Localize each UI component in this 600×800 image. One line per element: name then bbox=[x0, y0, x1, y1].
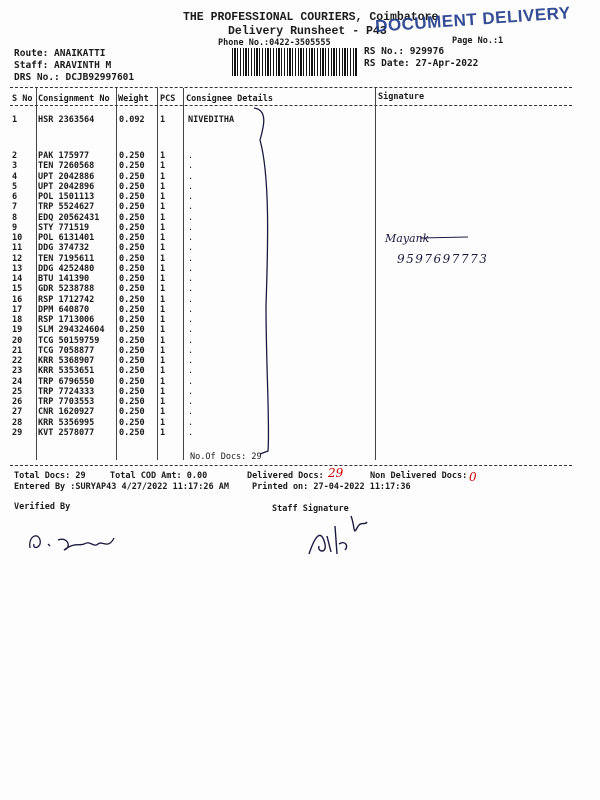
row-sno: 24 bbox=[12, 376, 23, 387]
barcode bbox=[232, 48, 358, 76]
row-sno: 19 bbox=[12, 325, 23, 336]
row-weight: 0.250 bbox=[119, 181, 145, 192]
row-consignee: . bbox=[188, 192, 194, 202]
row-weight: 0.250 bbox=[119, 263, 145, 274]
row-weight: 0.250 bbox=[119, 171, 145, 182]
row-consignee: . bbox=[188, 253, 194, 264]
row-consignment-no: TEN 7260568 bbox=[38, 161, 95, 172]
row-pcs: 1 bbox=[160, 386, 166, 397]
row-weight: 0.250 bbox=[119, 304, 145, 315]
row-sno: 11 bbox=[12, 243, 23, 254]
row-sno: 5 bbox=[12, 181, 18, 192]
row-consignment-no: KVT 2578077 bbox=[38, 427, 95, 438]
row-pcs: 1 bbox=[160, 222, 166, 233]
row-weight: 0.250 bbox=[119, 407, 145, 418]
staff: Staff: ARAVINTH M bbox=[14, 60, 112, 71]
row-consignment-no: DPM 640870 bbox=[38, 304, 90, 315]
row-consignee: . bbox=[188, 427, 194, 438]
phone-number: Phone No.:0422-3505555 bbox=[218, 38, 331, 48]
company-title: THE PROFESSIONAL COURIERS, Coimbatore bbox=[183, 11, 439, 24]
row-weight: 0.250 bbox=[119, 161, 145, 172]
row-consignee: . bbox=[188, 407, 194, 418]
row-pcs: 1 bbox=[160, 202, 166, 213]
row-sno: 1 bbox=[12, 115, 18, 125]
row-consignee: . bbox=[188, 212, 194, 223]
row-consignee: . bbox=[188, 345, 194, 356]
row-pcs: 1 bbox=[160, 151, 166, 161]
row-sno: 15 bbox=[12, 284, 23, 295]
row-sno: 28 bbox=[12, 417, 23, 428]
row-pcs: 1 bbox=[160, 192, 166, 202]
table-header-rule bbox=[10, 105, 572, 106]
row-weight: 0.250 bbox=[119, 212, 145, 223]
row-weight: 0.250 bbox=[119, 345, 145, 356]
row-consignee: . bbox=[188, 171, 194, 182]
row-consignee: . bbox=[188, 325, 194, 336]
row-consignment-no: TRP 5524627 bbox=[38, 202, 95, 213]
delivered-count-handwriting: 29 bbox=[328, 466, 344, 480]
row-weight: 0.250 bbox=[119, 427, 145, 438]
row-consignee: . bbox=[188, 294, 194, 305]
row-weight: 0.250 bbox=[119, 397, 145, 407]
total-cod: Total COD Amt: 0.00 bbox=[110, 471, 208, 481]
col-consignee: Consignee Details bbox=[186, 94, 273, 104]
row-pcs: 1 bbox=[160, 345, 166, 356]
row-weight: 0.250 bbox=[119, 376, 145, 387]
column-divider bbox=[36, 88, 37, 460]
row-sno: 23 bbox=[12, 366, 23, 377]
non-delivered-count-handwriting: 0 bbox=[469, 470, 477, 484]
row-consignment-no: KRR 5356995 bbox=[38, 417, 95, 428]
row-consignment-no: CNR 1620927 bbox=[38, 407, 95, 418]
row-sno: 7 bbox=[12, 202, 18, 213]
row-consignment-no: EDQ 20562431 bbox=[38, 212, 100, 223]
row-pcs: 1 bbox=[160, 417, 166, 428]
row-weight: 0.250 bbox=[119, 325, 145, 336]
row-consignment-no: TCG 7058877 bbox=[38, 345, 95, 356]
row-pcs: 1 bbox=[160, 376, 166, 387]
column-divider bbox=[116, 88, 117, 460]
row-pcs: 1 bbox=[160, 397, 166, 407]
row-sno: 21 bbox=[12, 345, 23, 356]
page-number: Page No.:1 bbox=[452, 36, 504, 46]
row-sno: 25 bbox=[12, 386, 23, 397]
row-sno: 27 bbox=[12, 407, 23, 418]
column-divider bbox=[157, 88, 158, 460]
row-consignment-no: DDG 374732 bbox=[38, 243, 90, 254]
row-consignment-no: SLM 294324604 bbox=[38, 325, 105, 336]
row-weight: 0.250 bbox=[119, 284, 145, 295]
row-weight: 0.250 bbox=[119, 151, 145, 161]
row-pcs: 1 bbox=[160, 356, 166, 366]
row-sno: 2 bbox=[12, 151, 18, 161]
row-pcs: 1 bbox=[160, 171, 166, 182]
row-consignment-no: KRR 5368907 bbox=[38, 356, 95, 366]
row-pcs: 1 bbox=[160, 253, 166, 264]
row-consignee: . bbox=[188, 284, 194, 295]
staff-signature-label: Staff Signature bbox=[272, 504, 349, 514]
row-consignment-no: UPT 2042896 bbox=[38, 181, 95, 192]
row-consignee: . bbox=[188, 222, 194, 233]
row-consignment-no: RSP 1713006 bbox=[38, 315, 95, 325]
row-pcs: 1 bbox=[160, 181, 166, 192]
row-pcs: 1 bbox=[160, 407, 166, 418]
rs-date: RS Date: 27-Apr-2022 bbox=[364, 58, 479, 69]
row-weight: 0.250 bbox=[119, 366, 145, 377]
row-consignee: . bbox=[188, 356, 194, 366]
row-weight: 0.250 bbox=[119, 274, 145, 284]
row-consignee: . bbox=[188, 274, 194, 284]
row-weight: 0.250 bbox=[119, 335, 145, 346]
row-consignee: . bbox=[188, 243, 194, 254]
row-consignment-no: RSP 1712742 bbox=[38, 294, 95, 305]
row-consignment-no: HSR 2363564 bbox=[38, 115, 95, 125]
row-pcs: 1 bbox=[160, 315, 166, 325]
non-delivered-docs-label: Non Delivered Docs: bbox=[370, 471, 468, 481]
row-consignee: . bbox=[188, 315, 194, 325]
row-consignee: . bbox=[188, 376, 194, 387]
row-consignee: . bbox=[188, 263, 194, 274]
row-sno: 20 bbox=[12, 335, 23, 346]
row-weight: 0.250 bbox=[119, 202, 145, 213]
row-pcs: 1 bbox=[160, 233, 166, 243]
rs-number: RS No.: 929976 bbox=[364, 46, 445, 57]
row-consignment-no: POL 6131401 bbox=[38, 233, 95, 243]
row-consignment-no: TRP 6796550 bbox=[38, 376, 95, 387]
row-pcs: 1 bbox=[160, 243, 166, 254]
no-of-docs: No.Of Docs: 29 bbox=[190, 452, 262, 462]
row-consignment-no: TRP 7703553 bbox=[38, 397, 95, 407]
row-pcs: 1 bbox=[160, 263, 166, 274]
row-pcs: 1 bbox=[160, 366, 166, 377]
col-pcs: PCS bbox=[160, 94, 176, 104]
row-consignment-no: DDG 4252480 bbox=[38, 263, 95, 274]
row-weight: 0.250 bbox=[119, 253, 145, 264]
row-pcs: 1 bbox=[160, 294, 166, 305]
printed-on: Printed on: 27-04-2022 11:17:36 bbox=[252, 482, 411, 492]
staff-signature bbox=[305, 506, 375, 562]
verified-by-label: Verified By bbox=[14, 502, 71, 512]
column-divider bbox=[183, 88, 184, 460]
row-pcs: 1 bbox=[160, 284, 166, 295]
row-consignment-no: KRR 5353651 bbox=[38, 366, 95, 377]
verifier-signature bbox=[24, 528, 116, 558]
row-pcs: 1 bbox=[160, 304, 166, 315]
row-pcs: 1 bbox=[160, 325, 166, 336]
row-sno: 22 bbox=[12, 356, 23, 366]
row-sno: 10 bbox=[12, 233, 23, 243]
document-delivery-stamp: DOCUMENT DELIVERY bbox=[374, 3, 572, 36]
drs-number: DRS No.: DCJB92997601 bbox=[14, 72, 135, 83]
row-consignment-no: TCG 50159759 bbox=[38, 335, 100, 346]
delivered-docs-label: Delivered Docs: bbox=[247, 471, 324, 481]
row-pcs: 1 bbox=[160, 335, 166, 346]
route: Route: ANAIKATTI bbox=[14, 48, 106, 59]
row-pcs: 1 bbox=[160, 427, 166, 438]
col-weight: Weight bbox=[118, 94, 149, 104]
row-pcs: 1 bbox=[160, 161, 166, 172]
table-bottom-rule bbox=[10, 465, 572, 466]
row-consignee: . bbox=[188, 386, 194, 397]
row-weight: 0.250 bbox=[119, 386, 145, 397]
receiver-name-handwriting: Mayank bbox=[385, 232, 430, 245]
row-consignee: . bbox=[188, 366, 194, 377]
row-weight: 0.250 bbox=[119, 192, 145, 202]
row-consignee: NIVEDITHA bbox=[188, 115, 235, 125]
row-weight: 0.250 bbox=[119, 222, 145, 233]
row-consignment-no: BTU 141390 bbox=[38, 274, 90, 284]
row-consignee: . bbox=[188, 397, 194, 407]
row-sno: 18 bbox=[12, 315, 23, 325]
column-divider bbox=[375, 88, 376, 460]
row-sno: 4 bbox=[12, 171, 18, 182]
row-pcs: 1 bbox=[160, 115, 166, 125]
entered-by: Entered By :SURYAP43 4/27/2022 11:17:26 AM bbox=[14, 482, 229, 492]
col-signature: Signature bbox=[378, 92, 425, 102]
row-sno: 13 bbox=[12, 263, 23, 274]
signature-stroke bbox=[420, 234, 470, 242]
row-weight: 0.250 bbox=[119, 356, 145, 366]
row-consignee: . bbox=[188, 161, 194, 172]
row-sno: 29 bbox=[12, 427, 23, 438]
row-pcs: 1 bbox=[160, 274, 166, 284]
row-consignment-no: STY 771519 bbox=[38, 222, 90, 233]
total-docs: Total Docs: 29 bbox=[14, 471, 86, 481]
row-consignment-no: UPT 2042886 bbox=[38, 171, 95, 182]
row-weight: 0.250 bbox=[119, 294, 145, 305]
receiver-phone-handwriting: 9597697773 bbox=[397, 252, 489, 266]
col-sno: S No bbox=[12, 94, 33, 104]
row-sno: 16 bbox=[12, 294, 23, 305]
row-consignee: . bbox=[188, 233, 194, 243]
runsheet-title: Delivery Runsheet - P43 bbox=[228, 25, 387, 38]
row-sno: 26 bbox=[12, 397, 23, 407]
row-weight: 0.250 bbox=[119, 243, 145, 254]
row-consignee: . bbox=[188, 304, 194, 315]
handwritten-bracket bbox=[250, 106, 290, 458]
row-sno: 8 bbox=[12, 212, 18, 223]
row-sno: 17 bbox=[12, 304, 23, 315]
row-sno: 14 bbox=[12, 274, 23, 284]
row-weight: 0.250 bbox=[119, 417, 145, 428]
row-consignee: . bbox=[188, 151, 194, 161]
row-sno: 6 bbox=[12, 192, 18, 202]
row-weight: 0.250 bbox=[119, 233, 145, 243]
row-consignment-no: TEN 7195611 bbox=[38, 253, 95, 264]
row-weight: 0.092 bbox=[119, 115, 145, 125]
col-consignment: Consignment No bbox=[38, 94, 110, 104]
row-consignment-no: POL 1501113 bbox=[38, 192, 95, 202]
table-top-rule bbox=[10, 87, 572, 88]
row-sno: 9 bbox=[12, 222, 18, 233]
row-sno: 3 bbox=[12, 161, 18, 172]
row-consignment-no: TRP 7724333 bbox=[38, 386, 95, 397]
row-consignee: . bbox=[188, 202, 194, 213]
row-consignee: . bbox=[188, 335, 194, 346]
row-consignee: . bbox=[188, 417, 194, 428]
row-pcs: 1 bbox=[160, 212, 166, 223]
row-consignment-no: PAK 175977 bbox=[38, 151, 90, 161]
row-sno: 12 bbox=[12, 253, 23, 264]
row-consignment-no: GDR 5238788 bbox=[38, 284, 95, 295]
row-weight: 0.250 bbox=[119, 315, 145, 325]
row-consignee: . bbox=[188, 181, 194, 192]
